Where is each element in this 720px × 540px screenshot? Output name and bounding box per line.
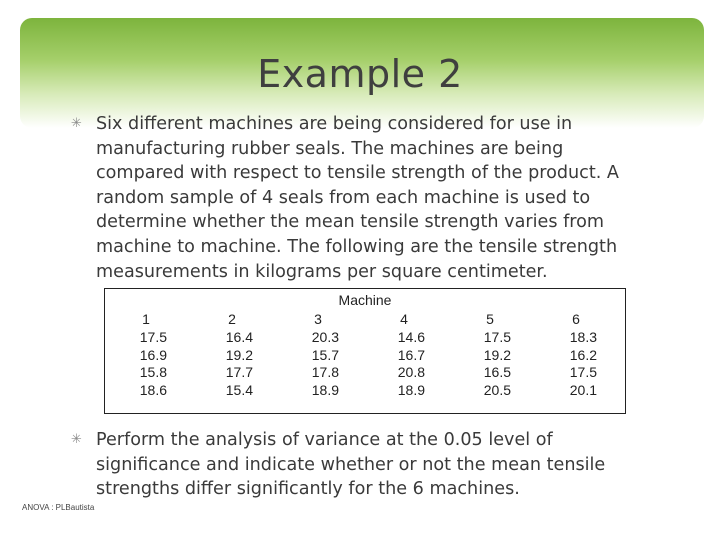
- table-cell: 20.8: [397, 364, 425, 381]
- table-cell: 20.1: [569, 382, 597, 399]
- table-cell: 15.8: [139, 364, 167, 381]
- table-cell: 15.7: [311, 346, 339, 363]
- table-cell: 19.2: [225, 346, 253, 363]
- table-cell: 18.3: [569, 328, 597, 345]
- table-cell: 20.3: [311, 328, 339, 345]
- table-cell: 16.2: [569, 346, 597, 363]
- table-cell: 16.9: [139, 346, 167, 363]
- bullet-item-description: [71, 112, 656, 284]
- table-cell: 18.9: [311, 382, 339, 399]
- table-cell: 15.4: [225, 382, 253, 399]
- table-cell: 17.5: [569, 364, 597, 381]
- table-column: [181, 311, 253, 400]
- table-cell: 14.6: [397, 328, 425, 345]
- table-column-header: 3: [314, 311, 322, 327]
- table-cell: 19.2: [483, 346, 511, 363]
- table-cell: 18.9: [397, 382, 425, 399]
- asterisk-bullet-icon: ✳: [71, 116, 82, 131]
- slide-footer: ANOVA : PLBautista: [22, 503, 95, 512]
- table-column-header: 2: [228, 311, 236, 327]
- table-cell: 17.7: [225, 364, 253, 381]
- table-cell: 16.7: [397, 346, 425, 363]
- table-cell: 18.6: [139, 382, 167, 399]
- table-cell: 16.4: [225, 328, 253, 345]
- table-cell: 17.8: [311, 364, 339, 381]
- table-column: [439, 311, 511, 400]
- data-table: [104, 288, 626, 414]
- table-column-header: 6: [572, 311, 580, 327]
- bullet-text: Perform the analysis of variance at the 0.05 level of significance and indicate whether or not the mean tensile strengths differ significantly for the 6 machines.: [96, 430, 606, 500]
- table-column-header: 4: [400, 311, 408, 327]
- table-title: Machine: [338, 292, 392, 308]
- table-column: [95, 311, 167, 400]
- table-cell: 20.5: [483, 382, 511, 399]
- table-column-header: 5: [486, 311, 494, 327]
- bullet-item-task: [71, 428, 656, 502]
- table-column-header: 1: [142, 311, 150, 327]
- table-column: [267, 311, 339, 400]
- table-column: [353, 311, 425, 400]
- table-column: [525, 311, 597, 400]
- table-cell: 16.5: [483, 364, 511, 381]
- table-cell: 17.5: [483, 328, 511, 345]
- asterisk-bullet-icon: ✳: [71, 432, 82, 447]
- bullet-text: Six different machines are being considered for use in manufacturing rubber seals. The machines are being compared with respect to tensile strength of the product. A random sample of 4 seals from each machine is used to determine whether the mean tensile strength varies from machine to machine. The following are the tensile strength measurements in kilograms per square centimeter.: [96, 114, 619, 282]
- slide-title: Example 2: [257, 52, 463, 96]
- table-cell: 17.5: [139, 328, 167, 345]
